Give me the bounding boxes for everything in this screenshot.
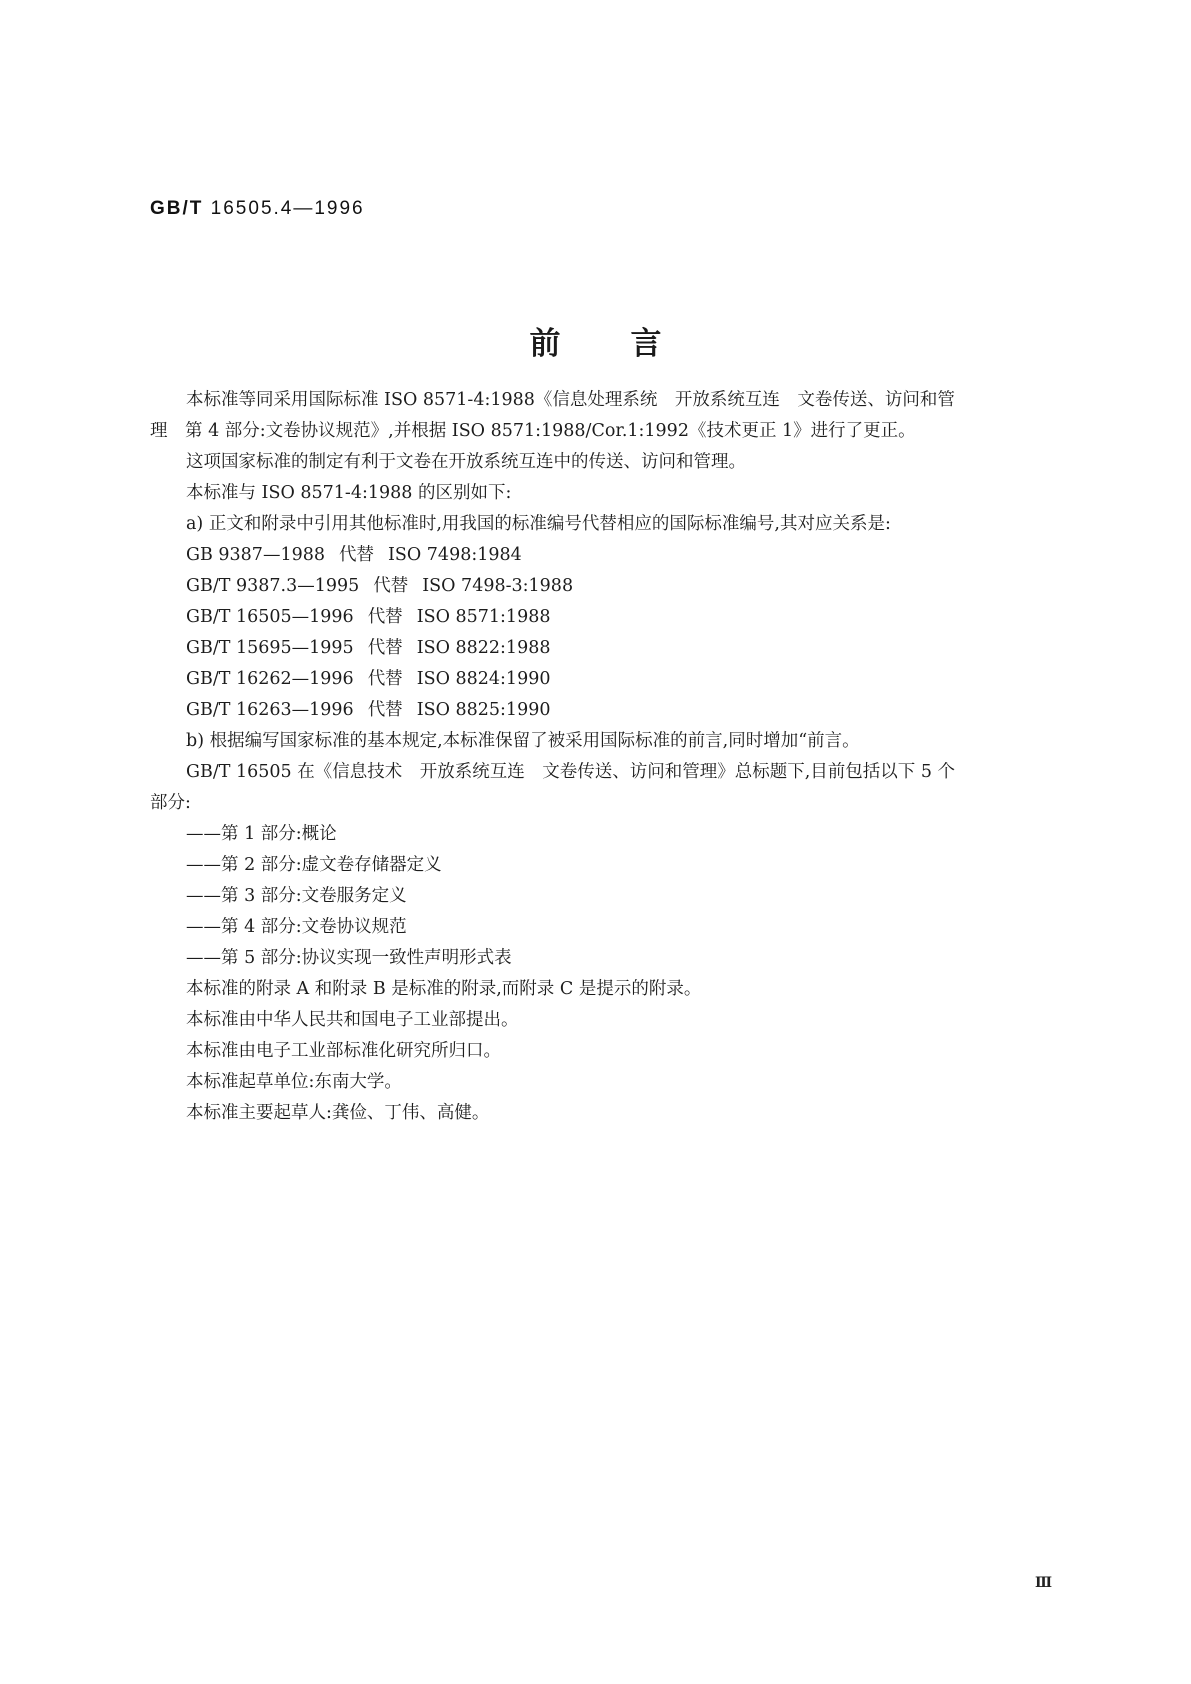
replace-word: 代替 — [367, 700, 403, 720]
gb-standard: GB/T 9387.3—1995 — [186, 576, 360, 596]
closing-responsible-unit: 本标准由电子工业部标准化研究所归口。 — [186, 1041, 501, 1061]
list-item: ——第 2 部分:虚文卷存储器定义 — [186, 855, 442, 875]
list-item: ——第 3 部分:文卷服务定义 — [186, 886, 407, 906]
mapping-row — [150, 664, 1070, 695]
paragraph-3: 本标准与 ISO 8571-4:1988 的区别如下: — [186, 483, 512, 503]
document-body — [150, 385, 1070, 1129]
standard-prefix: GB/T — [150, 198, 204, 219]
mapping-row — [150, 695, 1070, 726]
closing-proposer: 本标准由中华人民共和国电子工业部提出。 — [186, 1010, 519, 1030]
iso-standard: ISO 8822:1988 — [416, 638, 551, 658]
page-title — [0, 318, 1191, 363]
title-char-1: 前 — [529, 326, 561, 362]
page-number: Ⅲ — [1035, 1575, 1053, 1591]
standard-number: 16505.4—1996 — [210, 198, 365, 219]
gb-standard: GB/T 16505—1996 — [186, 607, 354, 627]
mapping-row — [150, 540, 1070, 571]
paragraph-4: a) 正文和附录中引用其他标准时,用我国的标准编号代替相应的国际标准编号,其对应关系是: — [186, 514, 891, 534]
replace-word: 代替 — [367, 638, 403, 658]
paragraph-1-line-2: 理 第 4 部分:文卷协议规范》,并根据 ISO 8571:1988/Cor.1:1992《技术更正 1》进行了更正。 — [150, 421, 916, 441]
mapping-list — [150, 540, 1070, 726]
gb-standard: GB 9387—1988 — [186, 545, 325, 565]
mapping-row — [150, 602, 1070, 633]
title-char-2: 言 — [630, 326, 662, 362]
list-item: ——第 4 部分:文卷协议规范 — [186, 917, 407, 937]
replace-word: 代替 — [338, 545, 374, 565]
closing-annex-note: 本标准的附录 A 和附录 B 是标准的附录,而附录 C 是提示的附录。 — [186, 979, 702, 999]
replace-word: 代替 — [367, 607, 403, 627]
iso-standard: ISO 8571:1988 — [416, 607, 551, 627]
replace-word: 代替 — [373, 576, 409, 596]
replace-word: 代替 — [367, 669, 403, 689]
paragraph-1-line-1: 本标准等同采用国际标准 ISO 8571-4:1988《信息处理系统 开放系统互连 文卷传送、访问和管 — [186, 390, 955, 410]
parts-list — [150, 819, 1070, 974]
gb-standard: GB/T 16262—1996 — [186, 669, 354, 689]
paragraph-2: 这项国家标准的制定有利于文卷在开放系统互连中的传送、访问和管理。 — [186, 452, 746, 472]
iso-standard: ISO 7498-3:1988 — [422, 576, 574, 596]
paragraph-6-line-1: GB/T 16505 在《信息技术 开放系统互连 文卷传送、访问和管理》总标题下,目前包括以下 5 个 — [186, 762, 956, 782]
paragraph-5: b) 根据编写国家标准的基本规定,本标准保留了被采用国际标准的前言,同时增加“前言。 — [186, 731, 860, 751]
iso-standard: ISO 7498:1984 — [387, 545, 522, 565]
iso-standard: ISO 8825:1990 — [416, 700, 551, 720]
gb-standard: GB/T 16263—1996 — [186, 700, 354, 720]
mapping-row — [150, 571, 1070, 602]
closing-drafters: 本标准主要起草人:龚俭、丁伟、高健。 — [186, 1103, 490, 1123]
list-item: ——第 5 部分:协议实现一致性声明形式表 — [186, 948, 512, 968]
closing-drafting-unit: 本标准起草单位:东南大学。 — [186, 1072, 402, 1092]
paragraph-6-line-2: 部分: — [150, 793, 191, 813]
list-item: ——第 1 部分:概论 — [186, 824, 337, 844]
iso-standard: ISO 8824:1990 — [416, 669, 551, 689]
gb-standard: GB/T 15695—1995 — [186, 638, 354, 658]
document-header — [150, 198, 365, 220]
mapping-row — [150, 633, 1070, 664]
